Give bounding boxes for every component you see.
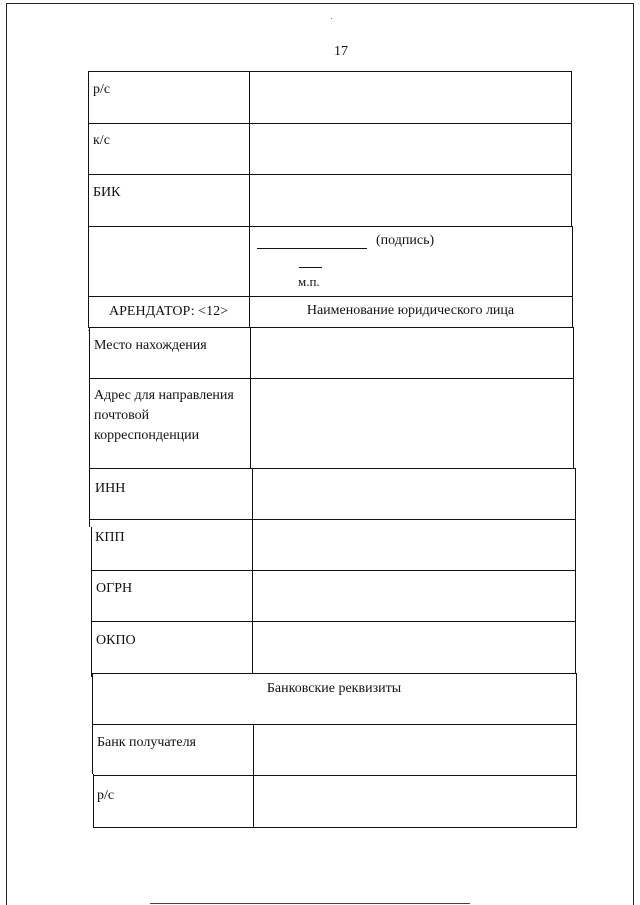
scan-border-right [633,3,634,905]
table-rule [93,774,94,827]
table-rule [93,775,577,776]
tenant-label: АРЕНДАТОР: <12> [109,304,228,319]
legal-entity-title: Наименование юридического лица [306,303,515,318]
table-rule [250,327,251,469]
table-rule [252,468,253,673]
table-rule [91,570,576,571]
stamp-line [299,267,322,268]
recipient-bank-label: Банк получателя [97,735,196,750]
table-rule [91,621,576,622]
postal-address-label: Адрес для направления почтовой корреспонденции [94,388,234,443]
ogrn-label: ОГРН [96,581,133,596]
table-rule [575,468,576,673]
table-rule [88,327,573,328]
okpo-label: ОКПО [96,633,136,648]
inn-label: ИНН [95,481,126,496]
table-rule [93,827,577,828]
table-rule [88,296,573,297]
stamp-label: м.п. [298,274,320,289]
signature-line [257,248,367,249]
table-rule [253,724,254,827]
table-rule [249,71,250,327]
table-rule [90,519,575,520]
table-rule [89,378,574,379]
table-rule [88,174,571,175]
signature-caption: (подпись) [376,233,435,248]
kpp-label: КПП [95,530,125,545]
table-rule [90,468,575,469]
correspondent-account-label: к/с [93,133,110,148]
table-rule [88,226,572,227]
table-rule [572,226,573,327]
table-rule [88,71,571,72]
scan-border-left [6,3,7,905]
scan-border-top [6,3,634,4]
table-rule [89,327,90,527]
scan-border-bottom [150,903,470,904]
bank-details-title: Банковские реквизиты [266,681,402,696]
account-number-label: р/с [93,82,111,97]
table-rule [91,527,92,677]
bik-label: БИК [93,185,121,200]
table-rule [571,71,572,226]
table-rule [92,724,577,725]
table-rule [92,673,577,674]
tenant-account-number-label: р/с [97,788,115,803]
location-label: Место нахождения [94,338,207,353]
table-rule [88,123,571,124]
table-rule [88,71,89,327]
scan-speck [331,18,332,19]
page-number: 17 [334,44,348,59]
table-rule [573,327,574,469]
table-rule [576,673,577,827]
